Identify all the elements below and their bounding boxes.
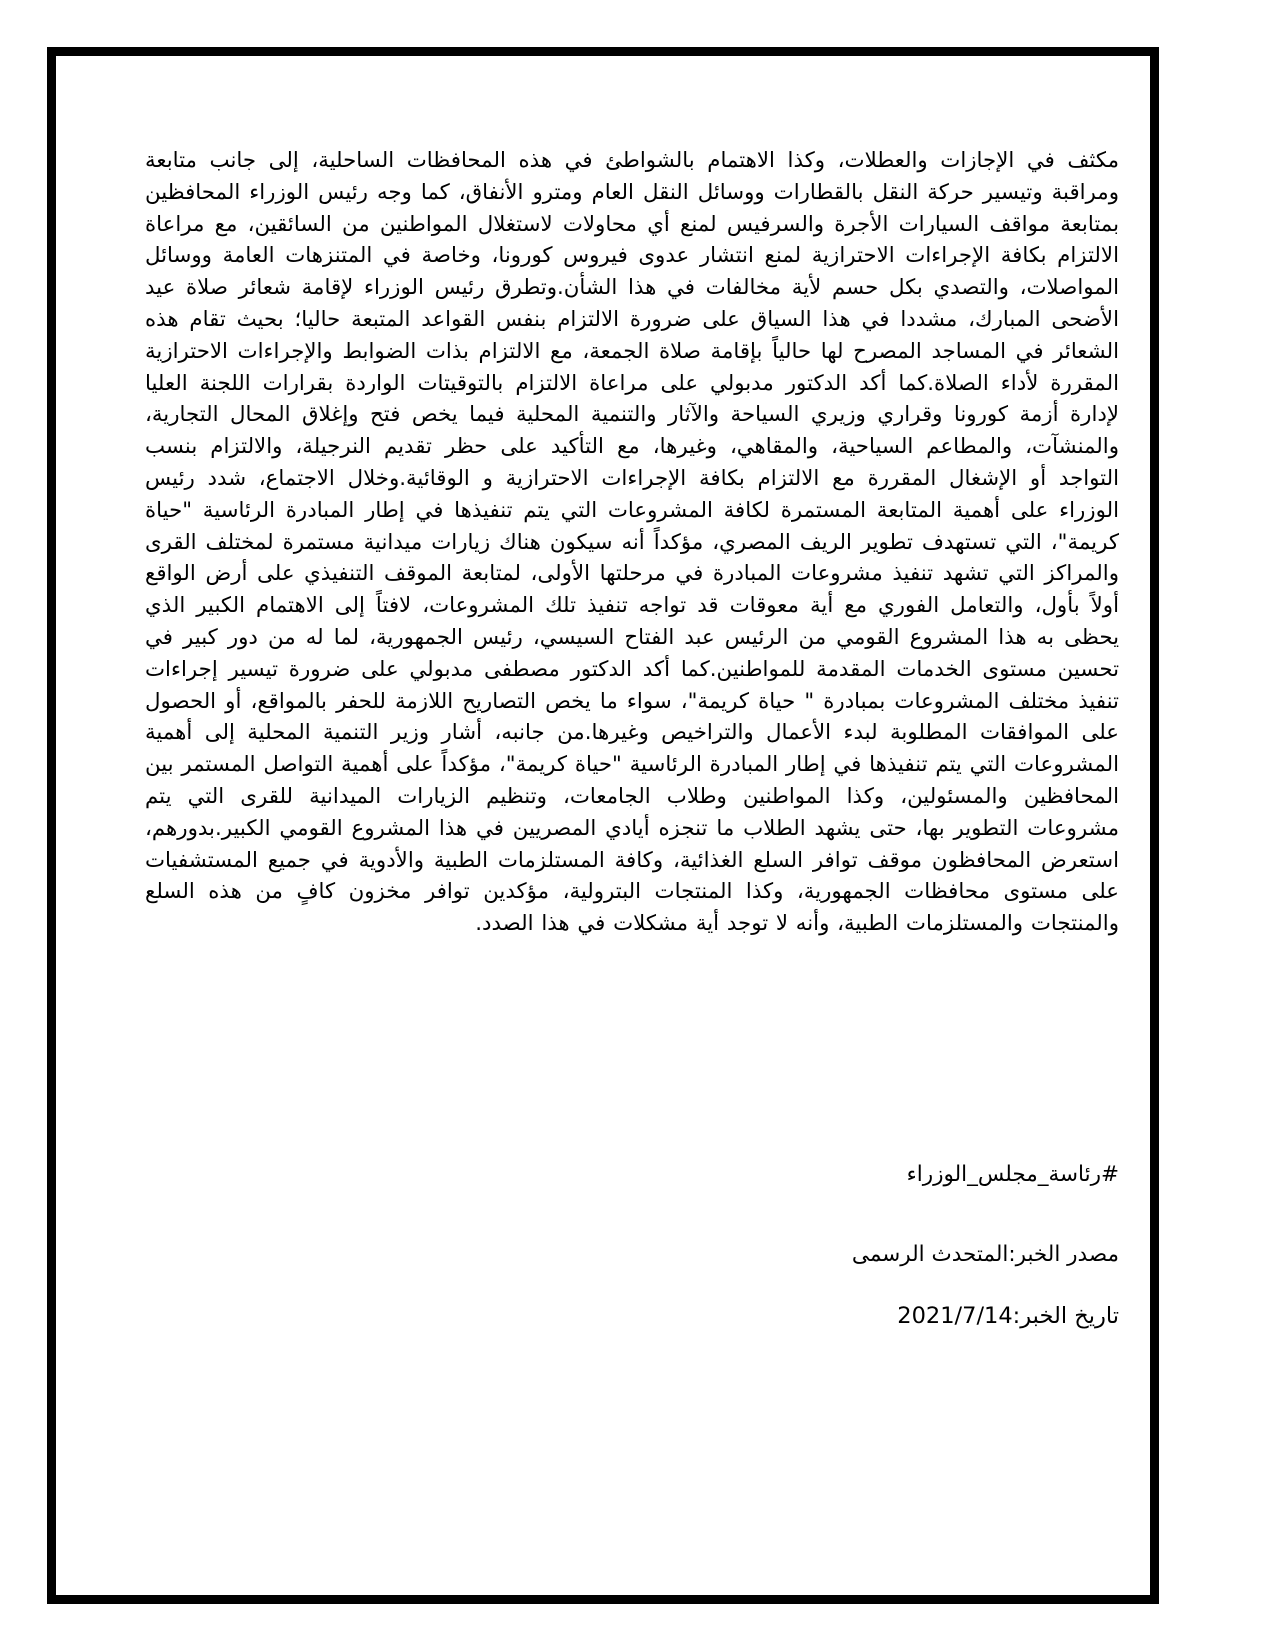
hashtag-link[interactable]: #رئاسة_مجلس_الوزراء bbox=[906, 1162, 1119, 1187]
news-date: تاريخ الخبر:2021/7/14 bbox=[897, 1303, 1119, 1329]
article-content bbox=[145, 145, 1119, 1329]
article-body: مكثف في الإجازات والعطلات، وكذا الاهتمام بالشواطئ في هذه المحافظات الساحلية، إلى جانب متابعة ومراقبة وتيسير حركة النقل بالقطارات ووسائل النقل العام ومترو الأنفاق، كما وجه رئيس الوزراء المحافظين بمتابعة مواقف السيارات الأجرة والسرفيس لمنع أي محاولات لاستغلال المواطنين من السائقين، مع مراعاة الالتزام بكافة الإجراءات الاحترازية لمنع انتشار عدوى فيروس كورونا، وخاصة في المتنزهات العامة ووسائل المواصلات، والتصدي بكل حسم لأية مخالفات في هذا الشأن.وتطرق رئيس الوزراء لإقامة شعائر صلاة عيد الأضحى المبارك، مشددا في هذا السياق على ضرورة الالتزام بنفس القواعد المتبعة حاليا؛ بحيث تقام هذه الشعائر في المساجد المصرح لها حالياً بإقامة صلاة الجمعة، مع الالتزام بذات الضوابط والإجراءات الاحترازية المقررة لأداء الصلاة.كما أكد الدكتور مدبولي على مراعاة الالتزام بالتوقيتات الواردة بقرارات اللجنة العليا لإدارة أزمة كورونا وقراري وزيري السياحة والآثار والتنمية المحلية فيما يخص فتح وإغلاق المحال التجارية، والمنشآت، والمطاعم السياحية، والمقاهي، وغيرها، مع التأكيد على حظر تقديم النرجيلة، والالتزام بنسب التواجد أو الإشغال المقررة مع الالتزام بكافة الإجراءات الاحترازية و الوقائية.وخلال الاجتماع، شدد رئيس الوزراء على أهمية المتابعة المستمرة لكافة المشروعات التي يتم تنفيذها في إطار المبادرة الرئاسية "حياة كريمة"، التي تستهدف تطوير الريف المصري، مؤكداً أنه سيكون هناك زيارات ميدانية مستمرة لمختلف القرى والمراكز التي تشهد تنفيذ مشروعات المبادرة في مرحلتها الأولى، لمتابعة الموقف التنفيذي على أرض الواقع أولاً بأول، والتعامل الفوري مع أية معوقات قد تواجه تنفيذ تلك المشروعات، لافتاً إلى الاهتمام الكبير الذي يحظى به هذا المشروع القومي من الرئيس عبد الفتاح السيسي، رئيس الجمهورية، لما له من دور كبير في تحسين مستوى الخدمات المقدمة للمواطنين.كما أكد الدكتور مصطفى مدبولي على ضرورة تيسير إجراءات تنفيذ مختلف المشروعات بمبادرة " حياة كريمة"، سواء ما يخص التصاريح اللازمة للحفر بالمواقع، أو الحصول على الموافقات المطلوبة لبدء الأعمال والتراخيص وغيرها.من جانبه، أشار وزير التنمية المحلية إلى أهمية المشروعات التي يتم تنفيذها في إطار المبادرة الرئاسية "حياة كريمة"، مؤكداً على أهمية التواصل المستمر بين المحافظين والمسئولين، وكذا المواطنين وطلاب الجامعات، وتنظيم الزيارات الميدانية للقرى التي يتم مشروعات التطوير بها، حتى يشهد الطلاب ما تنجزه أيادي المصريين في هذا المشروع القومي الكبير.بدورهم، استعرض المحافظون موقف توافر السلع الغذائية، وكافة المستلزمات الطبية والأدوية في جميع المستشفيات على مستوى محافظات الجمهورية، وكذا المنتجات البترولية، مؤكدين توافر مخزون كافٍ من هذه السلع والمنتجات والمستلزمات الطبية، وأنه لا توجد أية مشكلات في هذا الصدد. bbox=[145, 148, 1119, 937]
news-source: مصدر الخبر:المتحدث الرسمى bbox=[851, 1242, 1119, 1267]
